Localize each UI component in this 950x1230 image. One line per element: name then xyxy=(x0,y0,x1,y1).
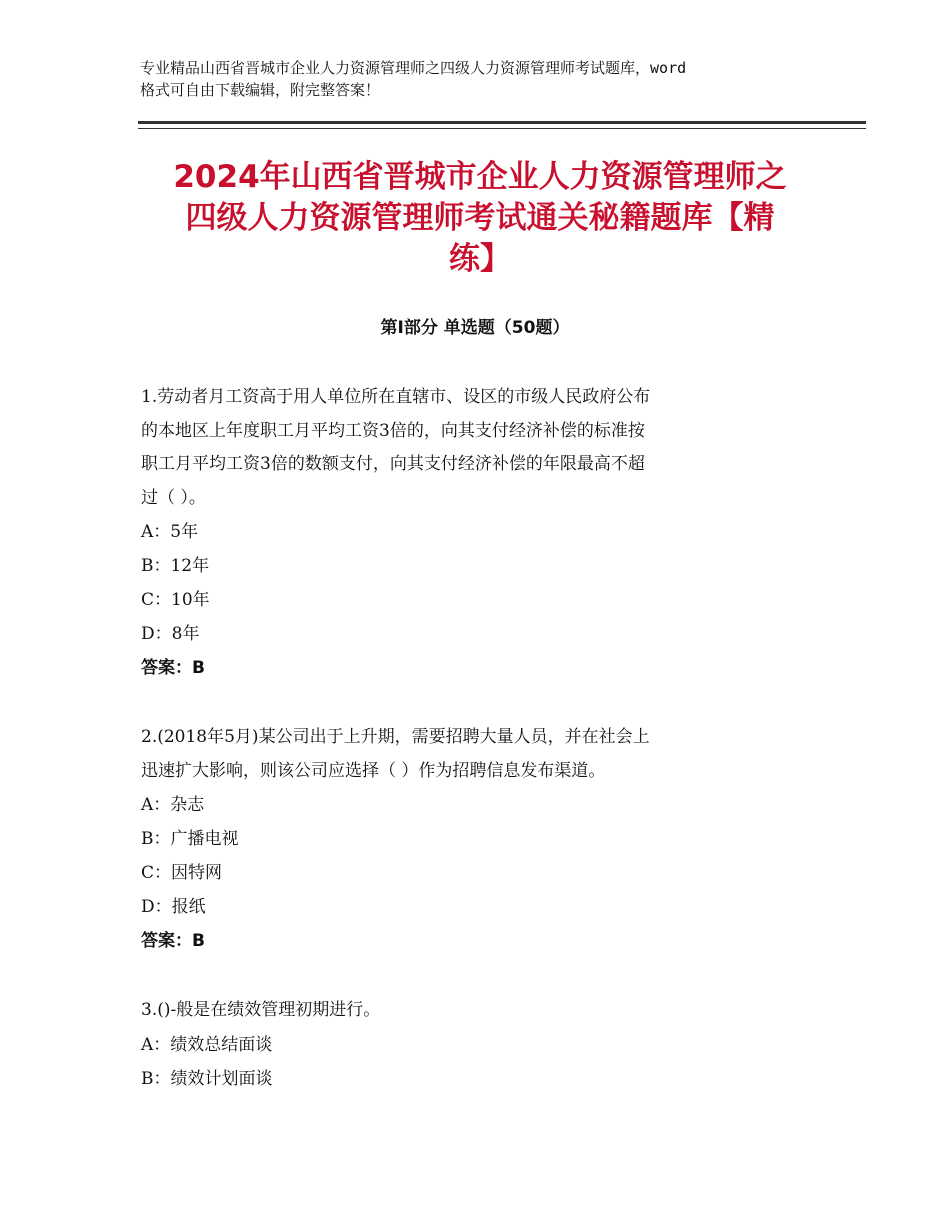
header-note xyxy=(140,57,830,101)
option-a: A：绩效总结面谈 xyxy=(141,1034,273,1055)
header-note-line: 专业精品山西省晋城市企业人力资源管理师之四级人力资源管理师考试题库，word xyxy=(140,59,687,77)
option-c: C：10年 xyxy=(141,590,210,610)
option-a: A：杂志 xyxy=(141,795,205,815)
header-note-line: 格式可自由下载编辑，附完整答案！ xyxy=(140,81,381,99)
question-list xyxy=(141,381,811,1132)
question-stem-line: 1.劳动者月工资高于用人单位所在直辖市、设区的市级人民政府公布 xyxy=(141,387,651,407)
question-3 xyxy=(141,994,811,1096)
question-stem-line: 2.(2018年5月)某公司出于上升期，需要招聘大量人员，并在社会上 xyxy=(141,727,650,747)
question-2 xyxy=(141,721,811,958)
answer: 答案：B xyxy=(141,931,205,951)
option-d: D：报纸 xyxy=(141,897,206,917)
title-line: 四级人力资源管理师考试通关秘籍题库【精 xyxy=(185,200,775,236)
header-divider-thick xyxy=(138,121,866,124)
option-b: B：12年 xyxy=(141,556,210,576)
document-title xyxy=(120,157,840,280)
option-b: B：广播电视 xyxy=(141,829,239,849)
title-line: 2024年山西省晋城市企业人力资源管理师之 xyxy=(173,159,787,195)
question-stem-line: 的本地区上年度职工月平均工资3倍的，向其支付经济补偿的标准按 xyxy=(141,420,645,441)
question-stem-line: 职工月平均工资3倍的数额支付，向其支付经济补偿的年限最高不超 xyxy=(141,454,645,474)
question-stem-line: 3.()-般是在绩效管理初期进行。 xyxy=(141,1000,381,1020)
question-stem-line: 迅速扩大影响，则该公司应选择（ ）作为招聘信息发布渠道。 xyxy=(141,760,606,781)
option-d: D：8年 xyxy=(141,624,200,644)
answer: 答案：B xyxy=(141,658,205,678)
title-line: 练】 xyxy=(449,241,511,277)
header-divider-thin xyxy=(138,128,866,129)
option-a: A：5年 xyxy=(141,522,199,542)
option-b: B：绩效计划面谈 xyxy=(141,1068,273,1089)
option-c: C：因特网 xyxy=(141,863,223,883)
question-stem-line: 过（ ）。 xyxy=(141,487,206,508)
section-heading: 第Ⅰ部分 单选题（50题） xyxy=(380,318,570,338)
question-1 xyxy=(141,381,811,685)
